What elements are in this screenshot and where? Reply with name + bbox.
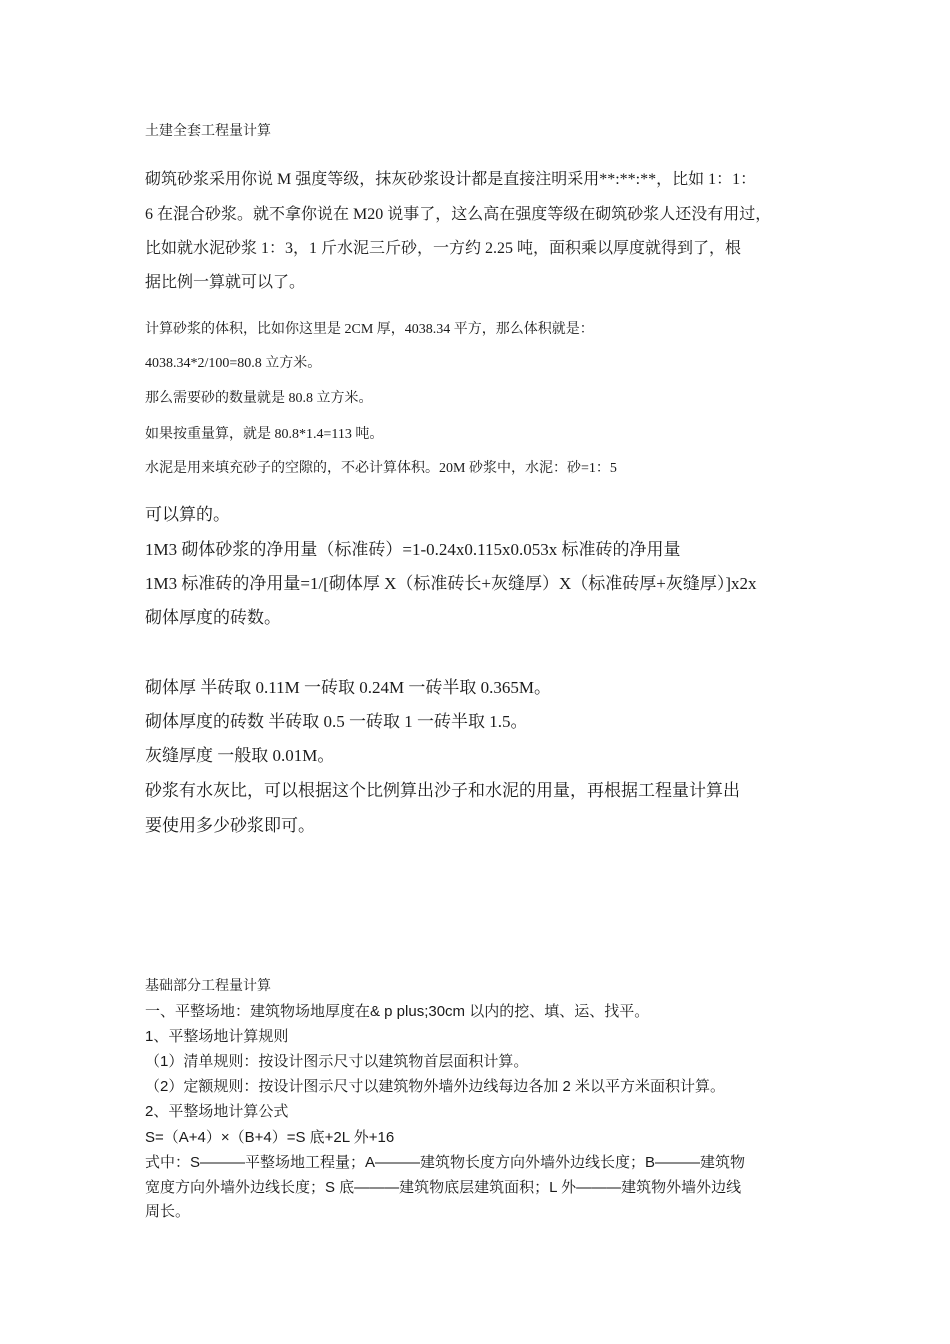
paragraph-line: 灰缝厚度 一般取 0.01M。 — [145, 746, 335, 765]
paragraph-line: （2）定额规则：按设计图示尺寸以建筑物外墙外边线每边各加 2 米以平方米面积计算。 — [145, 1078, 726, 1095]
paragraph-line: 水泥是用来填充砂子的空隙的，不必计算体积。20M 砂浆中，水泥：砂=1：5 — [145, 461, 617, 476]
paragraph-line: 如果按重量算，就是 80.8*1.4=113 吨。 — [145, 427, 384, 442]
paragraph-line: 砌筑砂浆采用你说 M 强度等级，抹灰砂浆设计都是直接注明采用**:**:**，比如 1：1： — [145, 171, 757, 188]
paragraph-line: 砌体厚度的砖数 半砖取 0.5 一砖取 1 一砖半取 1.5。 — [145, 712, 528, 731]
paragraph-line: S=（A+4）×（B+4）=S 底+2L 外+16 — [145, 1129, 395, 1146]
paragraph-line: （1）清单规则：按设计图示尺寸以建筑物首层面积计算。 — [145, 1053, 529, 1070]
paragraph-line: 1、平整场地计算规则 — [145, 1028, 289, 1045]
section-title: 基础部分工程量计算 — [145, 979, 271, 994]
paragraph-line: 要使用多少砂浆即可。 — [145, 816, 315, 835]
paragraph-line: 据比例一算就可以了。 — [145, 274, 306, 291]
paragraph-line: 可以算的。 — [145, 505, 230, 524]
paragraph-line: 砌体厚度的砖数。 — [145, 608, 281, 627]
section-title: 土建全套工程量计算 — [145, 124, 271, 139]
paragraph-line: 4038.34*2/100=80.8 立方米。 — [145, 356, 322, 371]
paragraph-line: 砂浆有水灰比，可以根据这个比例算出沙子和水泥的用量，再根据工程量计算出 — [145, 781, 740, 800]
paragraph-line: 砌体厚 半砖取 0.11M 一砖取 0.24M 一砖半取 0.365M。 — [145, 678, 551, 697]
paragraph-line: 宽度方向外墙外边线长度；S 底———建筑物底层建筑面积；L 外———建筑物外墙外边线 — [145, 1179, 742, 1196]
paragraph-line: 计算砂浆的体积，比如你这里是 2CM 厚，4038.34 平方，那么体积就是： — [145, 322, 594, 337]
paragraph-line: 那么需要砂的数量就是 80.8 立方米。 — [145, 391, 373, 406]
paragraph-line: 一、平整场地：建筑物场地厚度在& p plus;30cm 以内的挖、填、运、找平。 — [145, 1003, 650, 1020]
paragraph-line: 1M3 标准砖的净用量=1/[砌体厚 X（标准砖长+灰缝厚）X（标准砖厚+灰缝厚）]x2x — [145, 574, 757, 593]
paragraph-line: 比如就水泥砂浆 1：3，1 斤水泥三斤砂，一方约 2.25 吨，面积乘以厚度就得到了，根 — [145, 240, 742, 257]
paragraph-line: 1M3 砌体砂浆的净用量（标准砖）=1-0.24x0.115x0.053x 标准砖的净用量 — [145, 540, 681, 559]
paragraph-line: 周长。 — [145, 1203, 191, 1220]
paragraph-line: 6 在混合砂浆。就不拿你说在 M20 说事了，这么高在强度等级在砌筑砂浆人还没有用过， — [145, 206, 772, 223]
paragraph-line: 2、平整场地计算公式 — [145, 1103, 289, 1120]
paragraph-line: 式中：S———平整场地工程量；A———建筑物长度方向外墙外边线长度；B———建筑物 — [145, 1154, 746, 1171]
